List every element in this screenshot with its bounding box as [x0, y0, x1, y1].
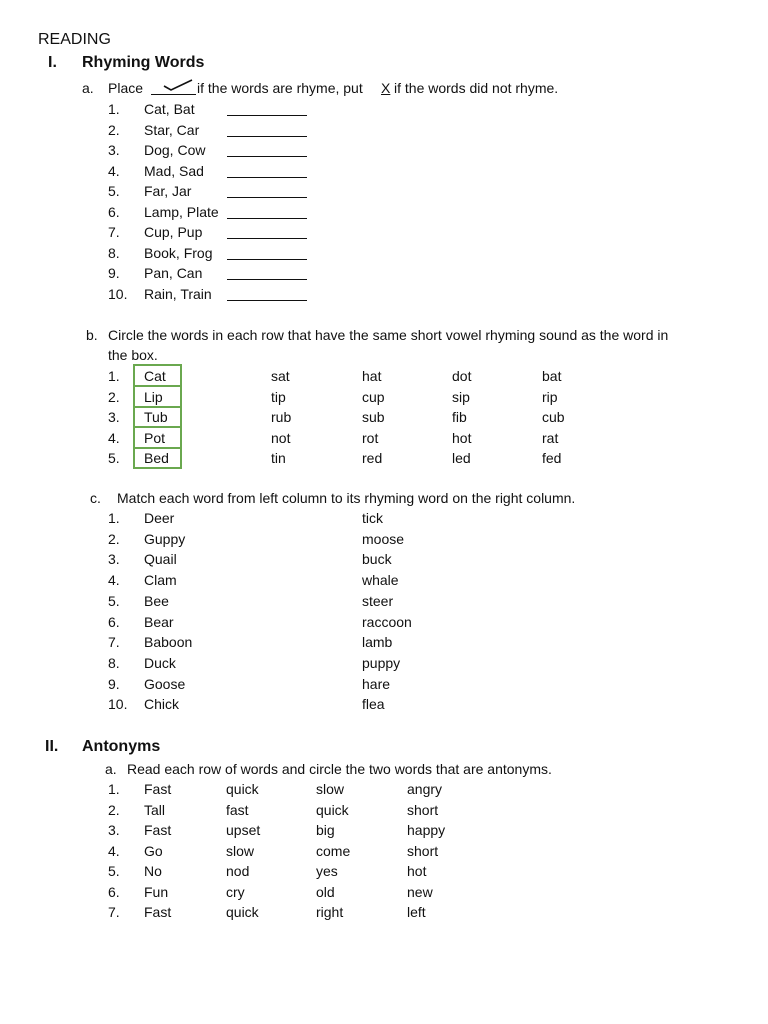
part-b-instr-line2: the box.: [108, 347, 158, 363]
choice-word: hot: [452, 429, 472, 446]
antonym-choice-word: No: [144, 863, 162, 879]
answer-blank[interactable]: [227, 238, 307, 239]
choice-word: rat: [542, 429, 559, 446]
list-item-number: 3.: [108, 409, 120, 425]
list-item-number: 1.: [108, 510, 120, 526]
part-a-instr-after: if the words did not rhyme.: [394, 80, 559, 96]
right-column-word: buck: [362, 551, 392, 568]
answer-blank[interactable]: [227, 177, 307, 178]
word-pair: Mad, Sad: [144, 162, 204, 179]
word-pair: Pan, Can: [144, 265, 203, 281]
word-pair: Book, Frog: [144, 244, 213, 261]
list-item-number: 9.: [108, 265, 120, 281]
antonym-choice-word: fast: [226, 801, 249, 818]
list-item-number: 6.: [108, 613, 120, 630]
choice-word: sip: [452, 388, 470, 405]
choice-word: tin: [271, 450, 286, 466]
list-item-number: 3.: [108, 822, 120, 838]
section1-numeral: I.: [48, 54, 57, 71]
list-item-number: 6.: [108, 883, 120, 900]
antonym-choice-word: yes: [316, 863, 338, 879]
boxed-word: Tub: [144, 409, 168, 425]
boxed-word: Bed: [144, 450, 169, 466]
right-column-word: puppy: [362, 654, 401, 671]
part-a-instr-x: X: [381, 80, 391, 96]
part-a-instr-before: Place: [108, 80, 144, 96]
part-c-letter: c.: [90, 490, 101, 506]
right-column-word: raccoon: [362, 613, 412, 630]
answer-blank[interactable]: [227, 136, 307, 137]
antonym-choice-word: angry: [407, 781, 443, 797]
list-item-number: 3.: [108, 142, 120, 158]
right-column-word: moose: [362, 530, 405, 547]
right-column-word: tick: [362, 510, 383, 526]
antonym-choice-word: Tall: [144, 801, 166, 818]
list-item-number: 4.: [108, 162, 120, 179]
part-b-instr-line1: Circle the words in each row that have the same short vowel rhyming sound as the word in: [108, 327, 669, 343]
choice-word: bat: [542, 368, 562, 384]
antonym-choice-word: short: [407, 842, 439, 859]
left-column-word: Clam: [144, 572, 177, 589]
box-divider: [133, 426, 182, 428]
antonym-choice-word: Fast: [144, 781, 172, 797]
right-column-word: lamb: [362, 634, 393, 651]
list-item-number: 2.: [108, 530, 120, 547]
list-item-number: 1.: [108, 101, 120, 117]
antonym-choice-word: Go: [144, 842, 163, 859]
answer-blank[interactable]: [227, 279, 307, 280]
antonym-choice-word: short: [407, 801, 439, 818]
antonym-choice-word: slow: [316, 781, 345, 797]
part-a-instr-mid: if the words are rhyme, put: [197, 80, 363, 96]
left-column-word: Duck: [144, 654, 176, 671]
list-item-number: 4.: [108, 572, 120, 589]
boxed-word: Pot: [144, 429, 166, 446]
antonym-choice-word: Fast: [144, 904, 172, 920]
page-title: READING: [38, 31, 111, 48]
list-item-number: 10.: [108, 285, 128, 302]
list-item-number: 1.: [108, 368, 120, 384]
choice-word: sub: [362, 409, 385, 425]
choice-word: dot: [452, 368, 472, 384]
boxed-word: Lip: [144, 388, 163, 405]
list-item-number: 10.: [108, 696, 128, 713]
check-blank: [151, 94, 196, 95]
list-item-number: 7.: [108, 904, 120, 920]
antonym-choice-word: come: [316, 842, 351, 859]
choice-word: fib: [452, 409, 467, 425]
antonym-choice-word: Fun: [144, 883, 169, 900]
left-column-word: Chick: [144, 696, 180, 713]
list-item-number: 4.: [108, 429, 120, 446]
right-column-word: flea: [362, 696, 385, 713]
antonym-choice-word: upset: [226, 822, 261, 838]
boxed-word: Cat: [144, 368, 166, 384]
choice-word: red: [362, 450, 383, 466]
list-item-number: 5.: [108, 592, 120, 609]
antonym-part-a-instr: Read each row of words and circle the two words that are antonyms.: [127, 761, 552, 777]
antonym-choice-word: happy: [407, 822, 446, 838]
word-pair: Star, Car: [144, 121, 200, 138]
antonym-choice-word: quick: [226, 781, 259, 797]
answer-blank[interactable]: [227, 300, 307, 301]
list-item-number: 2.: [108, 388, 120, 405]
antonym-choice-word: hot: [407, 863, 427, 879]
list-item-number: 5.: [108, 450, 120, 466]
right-column-word: steer: [362, 592, 394, 609]
list-item-number: 2.: [108, 121, 120, 138]
answer-blank[interactable]: [227, 259, 307, 260]
section1-heading: Rhyming Words: [82, 54, 205, 71]
antonym-choice-word: big: [316, 822, 335, 838]
left-column-word: Deer: [144, 510, 175, 526]
word-pair: Lamp, Plate: [144, 203, 219, 220]
antonym-choice-word: slow: [226, 842, 255, 859]
answer-blank[interactable]: [227, 156, 307, 157]
word-pair: Dog, Cow: [144, 142, 206, 158]
left-column-word: Goose: [144, 675, 186, 692]
left-column-word: Baboon: [144, 634, 193, 651]
choice-word: cup: [362, 388, 385, 405]
box-divider: [133, 385, 182, 387]
right-column-word: whale: [362, 572, 399, 589]
word-pair: Rain, Train: [144, 285, 212, 302]
list-item-number: 8.: [108, 244, 120, 261]
list-item-number: 4.: [108, 842, 120, 859]
answer-blank[interactable]: [227, 197, 307, 198]
list-item-number: 8.: [108, 654, 120, 671]
box-divider: [133, 406, 182, 408]
choice-word: tip: [271, 388, 286, 405]
antonym-choice-word: cry: [226, 883, 245, 900]
list-item-number: 3.: [108, 551, 120, 568]
choice-word: cub: [542, 409, 565, 425]
left-column-word: Bee: [144, 592, 169, 609]
antonym-choice-word: quick: [226, 904, 259, 920]
section2-heading: Antonyms: [82, 738, 161, 755]
answer-blank[interactable]: [227, 218, 307, 219]
antonym-choice-word: new: [407, 883, 433, 900]
antonym-choice-word: Fast: [144, 822, 172, 838]
choice-word: sat: [271, 368, 290, 384]
left-column-word: Quail: [144, 551, 177, 568]
list-item-number: 7.: [108, 634, 120, 651]
choice-word: rip: [542, 388, 558, 405]
word-pair: Cat, Bat: [144, 101, 195, 117]
word-pair: Far, Jar: [144, 183, 192, 199]
section2-numeral: II.: [45, 738, 59, 755]
part-a-letter: a.: [82, 80, 94, 96]
antonym-part-a-letter: a.: [105, 761, 117, 777]
part-c-instr: Match each word from left column to its rhyming word on the right column.: [117, 490, 576, 506]
choice-word: led: [452, 450, 471, 466]
word-pair: Cup, Pup: [144, 224, 203, 240]
antonym-choice-word: left: [407, 904, 426, 920]
list-item-number: 9.: [108, 675, 120, 692]
right-column-word: hare: [362, 675, 391, 692]
checkmark-icon: [162, 78, 194, 92]
antonym-choice-word: right: [316, 904, 344, 920]
list-item-number: 5.: [108, 183, 120, 199]
choice-word: fed: [542, 450, 562, 466]
choice-word: rot: [362, 429, 379, 446]
antonym-choice-word: nod: [226, 863, 250, 879]
answer-blank[interactable]: [227, 115, 307, 116]
list-item-number: 7.: [108, 224, 120, 240]
list-item-number: 5.: [108, 863, 120, 879]
choice-word: rub: [271, 409, 292, 425]
antonym-choice-word: old: [316, 883, 335, 900]
part-b-letter: b.: [86, 327, 98, 343]
left-column-word: Bear: [144, 613, 174, 630]
choice-word: hat: [362, 368, 382, 384]
box-divider: [133, 447, 182, 449]
list-item-number: 1.: [108, 781, 120, 797]
choice-word: not: [271, 429, 291, 446]
antonym-choice-word: quick: [316, 801, 349, 818]
left-column-word: Guppy: [144, 530, 186, 547]
list-item-number: 2.: [108, 801, 120, 818]
list-item-number: 6.: [108, 203, 120, 220]
